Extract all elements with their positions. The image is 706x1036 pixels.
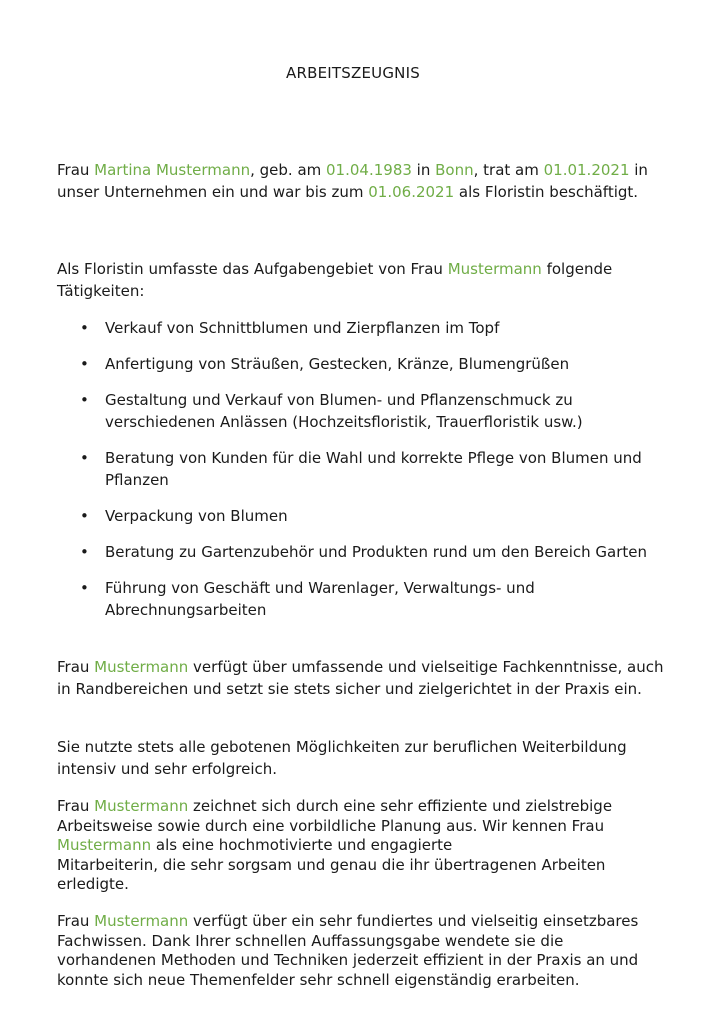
knowledge-text: verfügt über umfassende und vielseitige Fachkenntnisse, auch in Randbereichen und setzt sie stets sicher und zielgerichtet in der Praxis ein. [57,658,664,698]
birth-date: 01.04.1983 [326,161,412,179]
work-style-text: Frau [57,797,95,815]
list-item [80,541,660,563]
bullet-icon: • [80,507,89,525]
list-item [80,353,660,375]
tasks-intro-text: Als Floristin umfasste das Aufgabengebiet von Frau [57,260,448,278]
expertise-text: Frau [57,912,95,930]
document-title: ARBEITSZEUGNIS [286,64,420,82]
expertise-text: verfügt über ein sehr fundiertes und vielseitig einsetzbares Fachwissen. Dank Ihrer schnellen Auffassungsgabe wendete sie die vorhandenen Methoden und Techniken jederzeit effizient in der Praxis an und konnte sich neue Themenfelder sehr schnell eigenständig erarbeiten. [57,912,639,989]
employee-surname: Mustermann [94,912,189,930]
employee-surname: Mustermann [94,658,189,676]
list-item [80,577,660,621]
task-text: Verkauf von Schnittblumen und Zierpflanzen im Topf [105,319,500,337]
task-text: Verpackung von Blumen [105,507,288,525]
employee-surname: Mustermann [57,836,152,854]
intro-text: in unser Unternehmen ein und war bis zum [57,161,648,201]
training-paragraph: Sie nutzte stets alle gebotenen Möglichkeiten zur beruflichen Weiterbildung intensiv und sehr erfolgreich. [57,738,627,778]
task-text: Führung von Geschäft und Warenlager, Verwaltungs- und Abrechnungsarbeiten [105,579,535,619]
task-text: Beratung von Kunden für die Wahl und korrekte Pflege von Blumen und Pflanzen [105,449,642,489]
list-item [80,447,660,491]
birth-place: Bonn [435,161,474,179]
employee-surname: Mustermann [94,797,189,815]
work-style-text: Mitarbeiterin, die sehr sorgsam und genau die ihr übertragenen Arbeiten erledigte. [57,855,606,893]
expertise-paragraph [57,912,667,990]
task-list [80,317,660,635]
knowledge-text: Frau [57,658,95,676]
intro-text: als Floristin beschäftigt. [454,183,639,201]
intro-text: , trat am [473,161,544,179]
bullet-icon: • [80,543,89,561]
list-item [80,317,660,339]
tasks-intro-paragraph [57,258,667,302]
task-text: Gestaltung und Verkauf von Blumen- und Pflanzenschmuck zu verschiedenen Anlässen (Hochzeitsfloristik, Trauerfloristik usw.) [105,391,583,431]
list-item [80,389,660,433]
bullet-icon: • [80,391,89,409]
intro-text: , geb. am [250,161,327,179]
intro-paragraph [57,159,667,203]
employee-surname: Mustermann [447,260,542,278]
end-date: 01.06.2021 [368,183,455,201]
bullet-icon: • [80,579,89,597]
list-item [80,505,660,527]
knowledge-paragraph [57,656,667,700]
work-style-text: zeichnet sich durch eine sehr effiziente und zielstrebige Arbeitsweise sowie durch eine vorbildliche Planung aus. Wir kennen Frau [57,797,613,835]
bullet-icon: • [80,319,89,337]
task-text: Anfertigung von Sträußen, Gestecken, Kränze, Blumengrüßen [105,355,570,373]
task-text: Beratung zu Gartenzubehör und Produkten rund um den Bereich Garten [105,543,648,561]
intro-text: in [411,161,436,179]
start-date: 01.01.2021 [543,161,630,179]
tasks-intro-text: folgende Tätigkeiten: [57,260,613,300]
bullet-icon: • [80,355,89,373]
bullet-icon: • [80,449,89,467]
employee-name: Martina Mustermann [94,161,251,179]
intro-text: Frau [57,161,95,179]
work-style-text: als eine hochmotivierte und engagierte [151,836,453,854]
work-style-paragraph [57,797,667,895]
